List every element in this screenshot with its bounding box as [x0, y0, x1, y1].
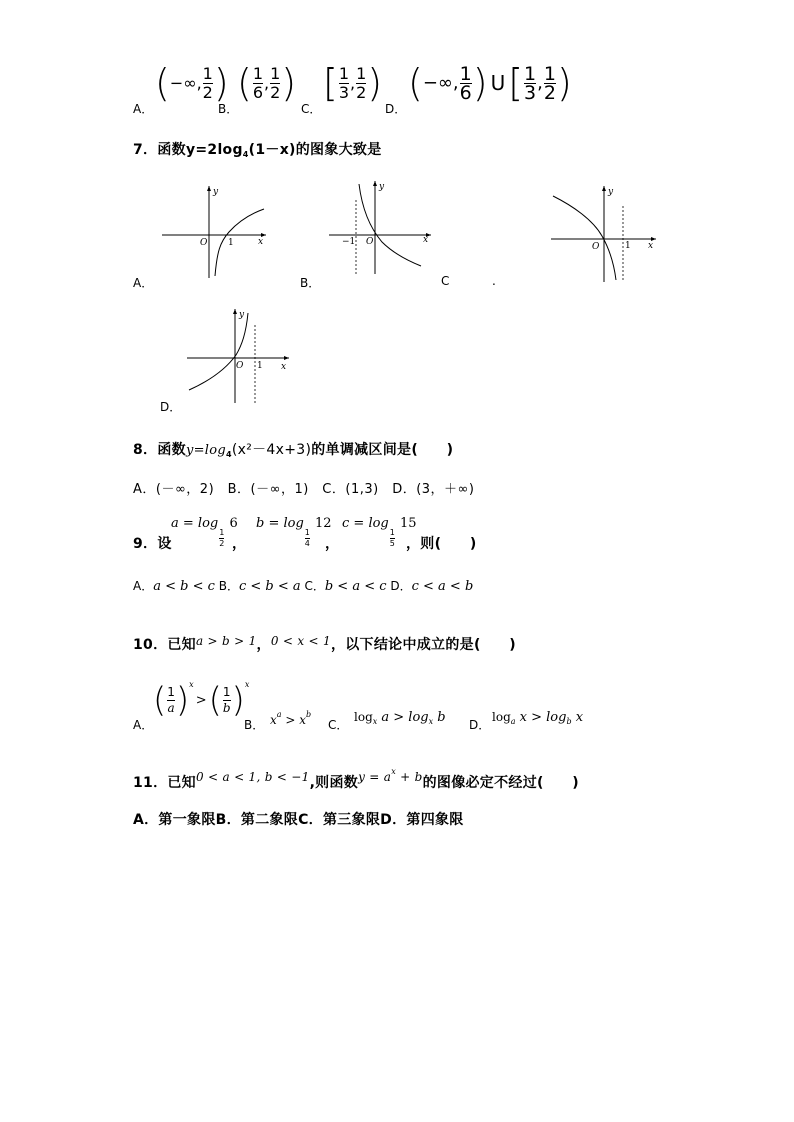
svg-text:x: x: [648, 241, 654, 251]
q10-option-d-label: D．: [469, 718, 491, 732]
q6-option-c-expr: [ $\frac{1}{3}$ , $\frac{1}{2}$ ): [323, 61, 383, 105]
svg-text:y: y: [608, 187, 614, 197]
q6-option-a-label: A．: [133, 102, 154, 116]
q9-tail: ，则( ): [406, 536, 477, 552]
q10-options: [133, 680, 613, 730]
q7-option-d-label: D．: [160, 400, 182, 414]
q10-option-a-expr: ( $\frac{1}{a}$ )$^x$>( $\frac{1}{b}$ )$^x$: [153, 680, 250, 721]
q9-comma-1: ，: [232, 536, 247, 552]
q8-options: A．(－∞，2) B．(－∞，1) C．(1,3) D．(3，＋∞): [133, 482, 475, 497]
q7-graph-c: [548, 182, 660, 284]
q7-option-b-label: B．: [300, 276, 321, 290]
q6-option-b-label: B．: [218, 102, 239, 116]
q9-comma-2: ，: [325, 536, 340, 552]
svg-text:y: y: [379, 182, 385, 192]
svg-text:y: y: [239, 310, 245, 320]
q10-option-b-label: B．: [244, 718, 265, 732]
q6-option-a-expr: (−∞, $\frac{1}{2}$ ): [155, 61, 229, 105]
svg-text:y: y: [213, 187, 219, 197]
q6-option-b-expr: ( $\frac{1}{6}$ , $\frac{1}{2}$ ): [237, 61, 297, 105]
q6-option-d-label: D．: [385, 102, 407, 116]
q10-option-c-expr: $\log_x a > \log_x b$: [354, 710, 446, 726]
q10-option-b-expr: $x^a > x^b$: [270, 710, 312, 727]
q7-graph-a: [158, 182, 270, 280]
q9-a-definition: a = log $\frac{1}{2}$ 6: [171, 516, 238, 548]
q10-option-a-label: A．: [133, 718, 154, 732]
svg-text:O: O: [592, 242, 600, 252]
q7-stem: 7．函数$y=2\log_4(1-x)$的图象大致是: [133, 142, 382, 159]
q10-stem: 10．已知a > b > 1，0 < x < 1，以下结论中成立的是( ): [133, 634, 516, 653]
q6-option-c-label: C．: [301, 102, 322, 116]
svg-text:O: O: [366, 237, 374, 247]
svg-text:1: 1: [257, 361, 263, 371]
q9-b-definition: b = log $\frac{1}{4}$ 12: [256, 516, 332, 548]
q9-c-definition: c = log $\frac{1}{5}$ 15: [342, 516, 417, 548]
svg-text:x: x: [258, 237, 264, 247]
svg-text:O: O: [200, 238, 208, 248]
q7-option-c-label: C: [441, 274, 450, 288]
svg-text:−1: −1: [342, 237, 356, 247]
q11-options: A．第一象限B．第二象限C．第三象限D．第四象限: [133, 812, 464, 828]
svg-text:1: 1: [228, 238, 234, 248]
q9-stem-label: 9．设: [133, 536, 172, 552]
q6-options-row: [133, 61, 573, 116]
q9-options: A．a < b < c B．c < b < a C．b < a < c D．c < a < b: [133, 579, 474, 594]
q7-option-c-dot: .: [492, 274, 496, 288]
q8-stem: 8．函数$y=\log_4(x^2-4x+3)$的单调减区间是( ): [133, 442, 454, 459]
q6-option-d-expr: (−∞, $\frac{1}{6}$ ) U[ $\frac{1}{3}$ , $\frac{1}{2}$ ): [408, 61, 572, 105]
q7-graph-d: [184, 305, 292, 405]
q10-option-c-label: C．: [328, 718, 349, 732]
svg-text:x: x: [281, 362, 287, 372]
svg-text:1: 1: [625, 241, 631, 251]
svg-text:O: O: [236, 361, 244, 371]
svg-text:x: x: [423, 235, 429, 245]
q11-stem: 11．已知0 < a < 1, b < −1,则函数$y = a^x + b$的图像必定不经过( ): [133, 767, 580, 791]
q10-option-d-expr: $\log_a x > \log_b x$: [492, 710, 584, 726]
q7-graph-b: [326, 178, 434, 276]
q7-option-a-label: A．: [133, 276, 154, 290]
